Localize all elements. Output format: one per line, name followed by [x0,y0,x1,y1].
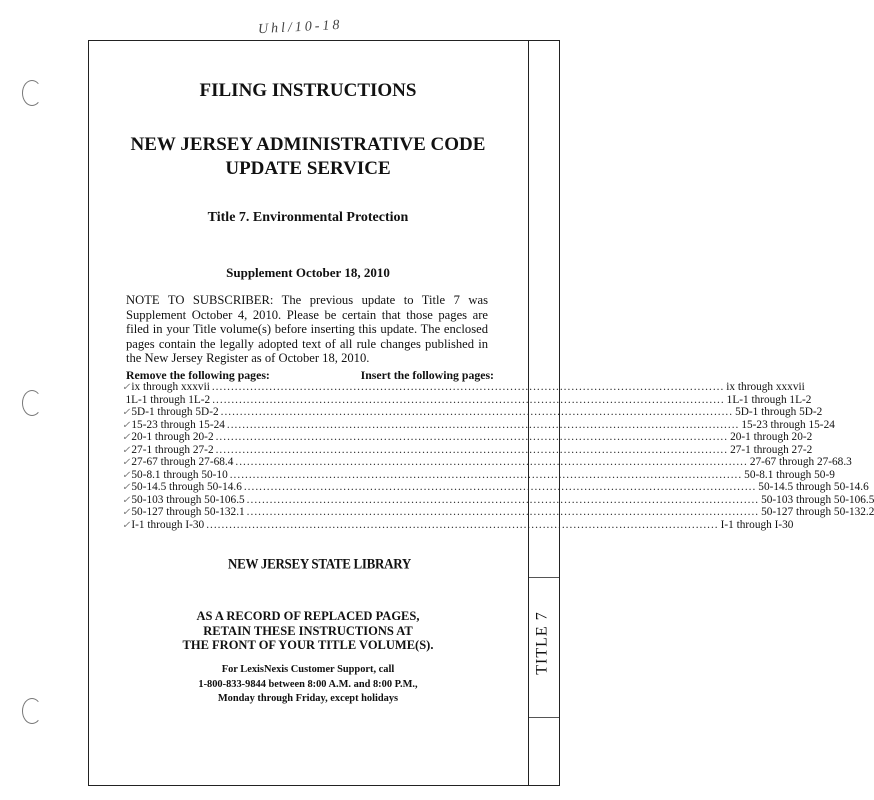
support-line: Monday through Friday, except holidays [217,693,399,704]
page-row: 1L-1 through 1L-2 ...................................................................................................................................... 1L-1 through 1L-2 [125,393,812,406]
record-notice-line: AS A RECORD OF REPLACED PAGES, [196,609,420,623]
insert-pages: I-1 through I-30 [720,518,794,531]
page-row: ✓ 20-1 through 20-2 ...................................................................................................................................... 20-1 through 20-2 [122,431,813,443]
page-list [122,381,874,531]
page-row: ✓ I-1 through I-30 ...................................................................................................................................... I-1 through I-30 [122,518,794,531]
insert-pages: 50-14.5 through 50-14.6 [758,481,869,493]
tab-label: TITLE 7 [534,611,552,675]
page-row: ✓ 50-8.1 through 50-10 ...................................................................................................................................... 50-8.1 through 50-9 [122,468,835,481]
remove-pages: 5D-1 through 5D-2 [131,406,219,418]
page-title: FILING INSTRUCTIONS [199,80,417,101]
insert-pages: 1L-1 through 1L-2 [726,393,812,406]
page-row: ✓ 27-67 through 27-68.4 ...................................................................................................................................... 27-67 through 27-68.3 [122,456,852,468]
insert-pages: 50-8.1 through 50-9 [744,468,835,481]
binder-hole [22,698,42,724]
support-line: 1-800-833-9844 between 8:00 A.M. and 8:00 P.M., [198,678,418,690]
insert-pages: ix through xxxvii [726,381,805,393]
tab-divider [529,717,559,718]
tab-divider [529,577,559,578]
record-notice [88,609,528,653]
code-title [88,133,528,181]
insert-pages: 50-103 through 50-106.5 [761,493,874,506]
insert-pages: 20-1 through 20-2 [730,431,813,443]
insert-pages: 5D-1 through 5D-2 [735,406,823,418]
supplement-date: Supplement October 18, 2010 [226,265,390,280]
remove-pages: 50-14.5 through 50-14.6 [131,481,242,493]
page-row: ✓ 50-14.5 through 50-14.6 ...................................................................................................................................... 50-14.5 through 50-14.6 [122,481,869,493]
insert-pages: 27-67 through 27-68.3 [749,456,852,468]
page-row: ✓ 5D-1 through 5D-2 ...................................................................................................................................... 5D-1 through 5D-2 [122,406,823,418]
remove-pages: 50-103 through 50-106.5 [131,493,245,506]
title-line: Title 7. Environmental Protection [207,210,409,225]
page-row: ✓ 50-103 through 50-106.5 ...................................................................................................................................... 50-103 through 50-106.5 [122,493,874,506]
remove-pages: 20-1 through 20-2 [131,431,214,443]
record-notice-line: RETAIN THESE INSTRUCTIONS AT [203,623,413,638]
page-row: ✓ 50-127 through 50-132.1 ...................................................................................................................................... 50-127 through 50-132.2 [122,506,874,518]
remove-pages: ix through xxxvii [131,381,210,393]
remove-pages: 27-1 through 27-2 [131,443,214,456]
remove-header: Remove the following pages: [126,368,270,382]
remove-pages: 50-8.1 through 50-10 [131,468,228,481]
insert-pages: 50-127 through 50-132.2 [761,506,874,518]
insert-pages: 15-23 through 15-24 [741,418,835,431]
insert-pages: 27-1 through 27-2 [730,443,813,456]
code-title-line: UPDATE SERVICE [225,158,391,179]
page-row: ✓ 15-23 through 15-24 ...................................................................................................................................... 15-23 through 15-24 [122,418,835,431]
subscriber-note: NOTE TO SUBSCRIBER: The previous update to Title 7 was Supplement October 4, 2010. Please be certain that those pages are filed in your Title volume(s) before inserting this update. The enclosed pages contain the legally adopted text of all rule changes published in the New Jersey Register as of October 18, 2010. [126,293,488,365]
code-title-line: NEW JERSEY ADMINISTRATIVE CODE [130,134,486,155]
remove-pages: 1L-1 through 1L-2 [125,393,211,406]
record-notice-line: THE FRONT OF YOUR TITLE VOLUME(S). [182,638,434,652]
remove-pages: 50-127 through 50-132.1 [131,506,245,518]
binder-hole [22,80,42,106]
handwritten-annotation: Uhl/10-18 [257,17,343,38]
library-stamp: NEW JERSEY STATE LIBRARY [228,554,411,573]
support-info [88,663,528,707]
binder-hole [22,390,42,416]
remove-pages: I-1 through I-30 [131,518,205,531]
remove-pages: 15-23 through 15-24 [131,418,225,431]
page-row: ✓ ix through xxxvii ...................................................................................................................................... ix through xxxvii [122,381,805,393]
remove-pages: 27-67 through 27-68.4 [131,456,234,468]
page-row: ✓ 27-1 through 27-2 ...................................................................................................................................... 27-1 through 27-2 [122,443,813,456]
support-line: For LexisNexis Customer Support, call [221,664,395,675]
insert-header: Insert the following pages: [360,368,494,382]
